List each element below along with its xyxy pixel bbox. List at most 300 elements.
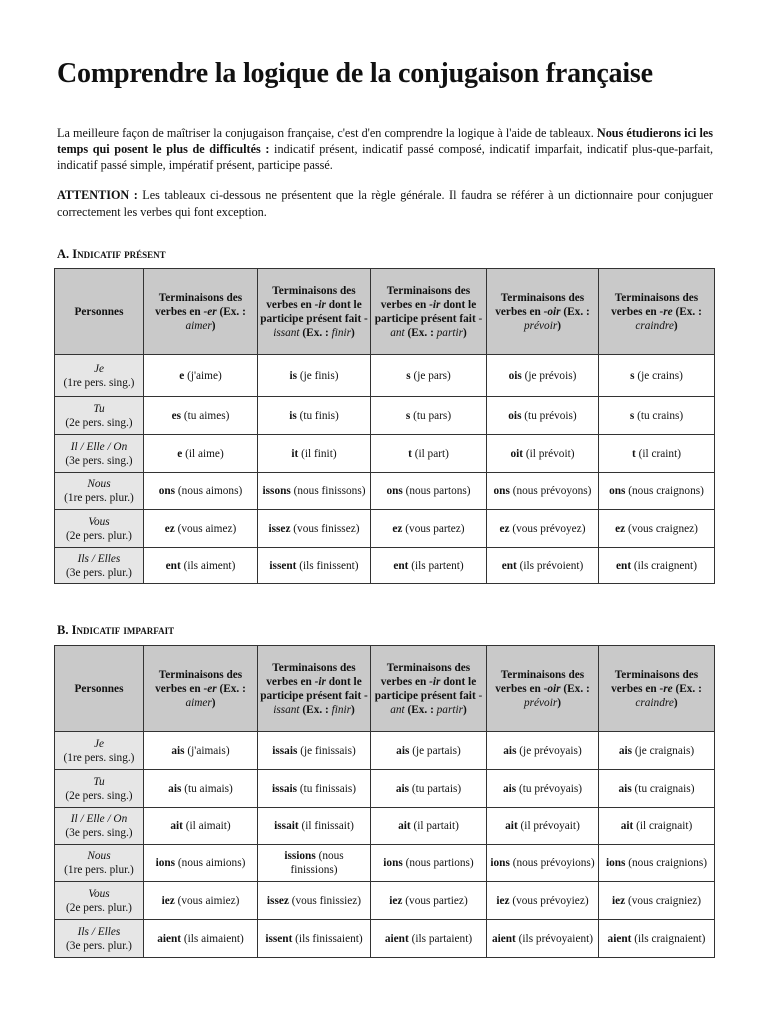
example: (vous partiez) [405, 894, 468, 907]
person-desc: (3e pers. sing.) [65, 454, 133, 467]
ending: ez [615, 522, 626, 535]
header-personnes: Personnes [55, 646, 144, 732]
pronoun: Vous [88, 515, 110, 528]
ending: ent [501, 559, 517, 572]
example: (vous craigniez) [627, 894, 702, 907]
pronoun: Il / Elle / On [70, 813, 128, 825]
header-text: Terminaisons des verbes en [380, 661, 471, 688]
ending: issait [274, 820, 299, 832]
conjugation-cell [487, 510, 599, 548]
header-example-verb: partir [436, 703, 464, 716]
example: (je crains) [637, 369, 683, 382]
header-example-verb: finir [331, 703, 352, 716]
ending: t [408, 447, 412, 460]
example: (vous finissez) [293, 522, 360, 535]
example: (ils finissaient) [295, 932, 363, 945]
example: (tu pars) [413, 409, 452, 422]
table-row [55, 770, 715, 808]
example: (nous finissons) [293, 485, 366, 497]
header-text: Terminaisons des verbes en [611, 291, 699, 318]
pronoun: Il / Elle / On [70, 440, 128, 453]
table-row [55, 397, 715, 435]
conjugation-cell [599, 355, 715, 397]
conjugation-cell [258, 845, 371, 882]
conjugation-cell [258, 808, 371, 845]
table-row [55, 435, 715, 473]
example: (ils aiment) [183, 559, 236, 572]
header-example-verb: craindre [635, 696, 674, 709]
conjugation-cell [599, 770, 715, 808]
pronoun: Ils / Elles [77, 552, 121, 565]
header-suffix: -re [659, 682, 673, 695]
conjugation-cell [144, 435, 258, 473]
conjugation-cell [487, 732, 599, 770]
header-example-verb: craindre [635, 319, 674, 332]
header-text: Terminaisons des verbes en [266, 661, 356, 688]
conjugation-cell [599, 548, 715, 584]
example: (ils finissent) [299, 559, 359, 572]
header-ex: (Ex. : [675, 682, 702, 695]
example: (il partait) [413, 820, 459, 832]
header-close: ) [557, 319, 562, 332]
person-desc: (1re pers. sing.) [63, 376, 135, 389]
header-example-verb: prévoir [523, 319, 558, 332]
conjugation-cell [487, 845, 599, 882]
pronoun: Tu [93, 775, 105, 788]
header-desc: dont le participe présent fait - [260, 675, 368, 702]
table-indicatif-imparfait [54, 645, 715, 958]
ending: oit [510, 447, 524, 460]
ending: ais [171, 744, 185, 757]
conjugation-cell [258, 770, 371, 808]
conjugation-cell [599, 808, 715, 845]
conjugation-cell [599, 510, 715, 548]
header-example-verb: partir [436, 326, 464, 339]
person-cell [55, 473, 144, 510]
example: (nous prévoyions) [512, 857, 595, 869]
person-desc: (1re pers. sing.) [63, 751, 135, 764]
conjugation-cell [144, 397, 258, 435]
example: (je prévoyais) [519, 744, 582, 757]
ending: is [289, 409, 297, 422]
ending: aient [157, 932, 182, 945]
conjugation-cell [144, 845, 258, 882]
conjugation-cell [599, 473, 715, 510]
example: (vous aimiez) [177, 894, 240, 907]
header-example-verb: prévoir [523, 696, 558, 709]
ending: es [171, 409, 182, 422]
ending: aient [491, 932, 516, 945]
conjugation-cell [487, 355, 599, 397]
conjugation-cell [599, 920, 715, 958]
intro-paragraph [57, 125, 713, 173]
header-participle: -ant [390, 312, 483, 339]
ending: iez [389, 894, 403, 907]
header-desc: dont le participe présent fait [374, 298, 477, 325]
example: (il craignait) [636, 820, 693, 832]
header-oir [487, 646, 599, 732]
header-personnes: Personnes [55, 269, 144, 355]
ending: ait [505, 820, 518, 832]
intro-line-1: La meilleure façon de maîtriser la conjugaison française, c'est d'en comprendre la logique à l'aide de tableaux. [57, 126, 594, 140]
section-a-title: A. Indicatif présent [57, 247, 166, 261]
example: (ils craignaient) [634, 932, 706, 945]
header-oir [487, 269, 599, 355]
conjugation-cell [144, 355, 258, 397]
header-text: Terminaisons des verbes en [495, 291, 585, 318]
person-desc: (1re pers. plur.) [64, 864, 134, 876]
ending: iez [161, 894, 175, 907]
header-close: ) [351, 326, 355, 339]
ending: ions [383, 857, 403, 869]
example: (ils craignent) [633, 559, 697, 572]
conjugation-cell [599, 882, 715, 920]
pronoun: Nous [87, 478, 111, 490]
conjugation-cell [487, 882, 599, 920]
example: (ils partent) [411, 559, 464, 572]
person-desc: (1re pers. plur.) [64, 492, 134, 504]
example: (tu aimais) [184, 782, 233, 795]
header-close: ) [557, 696, 562, 709]
example: (ils partaient) [411, 932, 473, 945]
table-row [55, 473, 715, 510]
header-close: ) [673, 319, 678, 332]
person-cell [55, 435, 144, 473]
ending: ez [164, 522, 175, 535]
header-ant [371, 269, 487, 355]
header-suffix: -er [203, 682, 217, 695]
table-row [55, 510, 715, 548]
example: (nous finissions) [290, 850, 344, 876]
conjugation-cell [371, 435, 487, 473]
example: (il aime) [185, 447, 224, 460]
header-text: Terminaisons des verbes en [155, 291, 243, 318]
conjugation-cell [487, 548, 599, 584]
ending: ez [392, 522, 403, 535]
table-row [55, 882, 715, 920]
attention-text: Les tableaux ci-dessous ne présentent que la règle générale. Il faudra se référer à un dictionnaire pour conjuguer correctement les verbes qui font exception. [57, 188, 713, 219]
ending: it [291, 447, 299, 460]
example: (il part) [414, 447, 449, 460]
conjugation-cell [258, 355, 371, 397]
example: (nous aimons) [177, 485, 243, 497]
example: (tu finis) [299, 409, 339, 422]
example: (tu prévoyais) [518, 782, 583, 795]
person-desc: (2e pers. sing.) [65, 416, 133, 429]
ending: ait [398, 820, 411, 832]
example: (je craignais) [634, 744, 695, 757]
header-close: ) [463, 703, 467, 716]
person-cell [55, 882, 144, 920]
person-desc: (3e pers. plur.) [66, 939, 132, 952]
ending: ais [618, 744, 633, 757]
person-cell [55, 920, 144, 958]
pronoun: Vous [88, 887, 110, 900]
header-ex: (Ex. : [407, 703, 434, 716]
person-desc: (2e pers. plur.) [66, 901, 132, 914]
conjugation-cell [487, 435, 599, 473]
ending: issez [268, 522, 291, 535]
conjugation-cell [144, 732, 258, 770]
ending: issez [266, 894, 289, 907]
header-close: ) [211, 319, 216, 332]
example: (il prévoyait) [520, 820, 580, 832]
ending: issent [269, 559, 297, 572]
person-cell [55, 548, 144, 584]
page-title: Comprendre la logique de la conjugaison française [57, 58, 653, 89]
ending: ons [158, 485, 176, 497]
example: (vous prévoyiez) [512, 894, 589, 907]
example: (ils prévoient) [519, 559, 584, 572]
ending: ais [168, 782, 182, 795]
header-ex: (Ex. : [563, 682, 590, 695]
conjugation-cell [371, 920, 487, 958]
header-text: Terminaisons des verbes en [380, 284, 471, 311]
header-text: Terminaisons des verbes en [611, 668, 699, 695]
header-participle: -ant [390, 689, 483, 716]
ending: ons [386, 485, 403, 497]
pronoun: Ils / Elles [77, 925, 121, 938]
conjugation-cell [258, 882, 371, 920]
ending: issent [265, 932, 293, 945]
conjugation-cell [258, 397, 371, 435]
header-ir [258, 646, 371, 732]
header-ir [258, 269, 371, 355]
ending: issais [272, 744, 298, 757]
header-suffix: -ir [429, 298, 441, 311]
example: (je prévois) [524, 369, 577, 382]
example: (ils aimaient) [183, 932, 244, 945]
example: (il finissait) [301, 820, 354, 832]
header-suffix: -ir [314, 298, 326, 311]
ending: ais [503, 744, 517, 757]
table-row [55, 845, 715, 882]
conjugation-cell [487, 808, 599, 845]
ending: s [406, 369, 411, 382]
table-row [55, 548, 715, 584]
person-cell [55, 808, 144, 845]
header-ex: (Ex. : [407, 326, 434, 339]
ending: s [629, 409, 635, 422]
ending: ions [605, 857, 626, 869]
header-er [144, 269, 258, 355]
ending: ait [170, 820, 183, 832]
example: (je finissais) [300, 744, 356, 757]
ending: issions [284, 850, 316, 862]
header-ex: (Ex. : [219, 305, 246, 318]
ending: ent [393, 559, 409, 572]
ending: s [630, 369, 635, 382]
header-suffix: -er [203, 305, 217, 318]
conjugation-cell [371, 845, 487, 882]
person-desc: (2e pers. plur.) [66, 529, 132, 542]
header-re [599, 269, 715, 355]
ending: ais [395, 782, 410, 795]
person-cell [55, 397, 144, 435]
conjugation-cell [371, 355, 487, 397]
pronoun: Nous [87, 850, 111, 862]
header-suffix: -ir [429, 675, 441, 688]
table-row [55, 732, 715, 770]
table-row [55, 920, 715, 958]
intro-bold: Nous étudierons ici les temps qui posent le plus de difficultés : [57, 126, 713, 156]
person-desc: (3e pers. sing.) [65, 827, 133, 839]
example: (il finit) [301, 447, 337, 460]
conjugation-cell [371, 473, 487, 510]
ending: is [289, 369, 298, 382]
example: (tu finissais) [299, 782, 357, 795]
header-ex: (Ex. : [302, 326, 329, 339]
example: (je partais) [412, 744, 461, 757]
header-desc: dont le participe présent fait - [260, 298, 368, 325]
conjugation-cell [144, 473, 258, 510]
example: (j'aime) [187, 369, 222, 382]
ending: s [405, 409, 411, 422]
conjugation-cell [371, 770, 487, 808]
example: (j'aimais) [187, 744, 230, 757]
conjugation-cell [599, 435, 715, 473]
example: (il craint) [638, 447, 681, 460]
ending: ions [155, 857, 176, 869]
conjugation-cell [258, 732, 371, 770]
pronoun: Tu [93, 402, 105, 415]
example: (nous prévoyons) [512, 485, 592, 497]
header-example-verb: aimer [185, 319, 212, 332]
header-re [599, 646, 715, 732]
example: (vous finissiez) [291, 894, 362, 907]
conjugation-cell [487, 770, 599, 808]
header-er [144, 646, 258, 732]
conjugation-cell [487, 920, 599, 958]
header-ex: (Ex. : [219, 682, 246, 695]
ending: ons [493, 485, 510, 497]
header-participle: issant [273, 703, 300, 716]
ending: ons [609, 485, 626, 497]
header-participle: issant [273, 326, 300, 339]
example: (vous aimez) [177, 522, 237, 535]
conjugation-cell [144, 808, 258, 845]
pronoun: Je [93, 362, 105, 375]
conjugation-cell [258, 435, 371, 473]
header-example-verb: aimer [185, 696, 212, 709]
header-suffix: -re [659, 305, 673, 318]
pronoun: Je [93, 737, 105, 750]
conjugation-cell [371, 732, 487, 770]
example: (tu craignais) [634, 782, 695, 795]
example: (tu crains) [637, 409, 684, 422]
conjugation-cell [371, 882, 487, 920]
person-desc: (3e pers. plur.) [66, 566, 132, 579]
ending: issais [271, 782, 298, 795]
ending: ent [165, 559, 181, 572]
example: (ils prévoyaient) [518, 932, 594, 945]
conjugation-cell [144, 920, 258, 958]
header-example-verb: finir [331, 326, 352, 339]
conjugation-cell [371, 808, 487, 845]
example: (nous craignions) [628, 857, 708, 869]
ending: ais [396, 744, 410, 757]
ending: aient [384, 932, 409, 945]
example: (vous partez) [405, 522, 465, 535]
example: (vous craignez) [627, 522, 698, 535]
conjugation-cell [258, 548, 371, 584]
example: (vous prévoyez) [512, 522, 586, 535]
ending: ions [490, 857, 510, 869]
header-text: Terminaisons des verbes en [495, 668, 585, 695]
person-cell [55, 355, 144, 397]
conjugation-cell [599, 845, 715, 882]
table-indicatif-present [54, 268, 715, 584]
header-close: ) [673, 696, 678, 709]
header-ex: (Ex. : [563, 305, 590, 318]
header-suffix: -ir [314, 675, 326, 688]
header-row [55, 269, 715, 355]
ending: e [179, 369, 185, 382]
example: (il aimait) [185, 820, 231, 832]
example: (nous partons) [405, 485, 471, 497]
conjugation-cell [144, 882, 258, 920]
person-desc: (2e pers. sing.) [65, 789, 133, 802]
header-text: Terminaisons des verbes en [266, 284, 356, 311]
ending: ois [508, 369, 522, 382]
conjugation-cell [487, 397, 599, 435]
example: (je pars) [413, 369, 451, 382]
person-cell [55, 732, 144, 770]
conjugation-cell [144, 510, 258, 548]
header-text: Terminaisons des verbes en [155, 668, 243, 695]
ending: iez [611, 894, 626, 907]
example: (tu partais) [411, 782, 462, 795]
header-close: ) [211, 696, 216, 709]
conjugation-cell [599, 732, 715, 770]
conjugation-cell [144, 770, 258, 808]
intro-rest: indicatif présent, indicatif passé composé, indicatif imparfait, indicatif plus-que-parfait, indicatif passé simple, impératif présent, participe passé. [57, 142, 714, 172]
person-cell [55, 770, 144, 808]
conjugation-cell [371, 510, 487, 548]
ending: iez [496, 894, 510, 907]
attention-label: ATTENTION : [57, 188, 138, 202]
header-suffix: -oir [543, 682, 561, 695]
ending: ent [616, 559, 632, 572]
conjugation-cell [599, 397, 715, 435]
header-row [55, 646, 715, 732]
table-row [55, 355, 715, 397]
header-suffix: -oir [543, 305, 561, 318]
ending: ez [499, 522, 510, 535]
example: (je finis) [299, 369, 339, 382]
example: (tu aimes) [183, 409, 230, 422]
conjugation-cell [371, 548, 487, 584]
ending: aient [607, 932, 632, 945]
header-close: ) [351, 703, 355, 716]
ending: ait [620, 820, 634, 832]
ending: issons [262, 485, 291, 497]
conjugation-cell [258, 920, 371, 958]
person-cell [55, 845, 144, 882]
example: (nous craignons) [628, 485, 704, 497]
person-cell [55, 510, 144, 548]
ending: t [632, 447, 636, 460]
attention-paragraph [57, 187, 713, 220]
ending: ais [502, 782, 517, 795]
table-row [55, 808, 715, 845]
ending: ais [618, 782, 632, 795]
conjugation-cell [258, 510, 371, 548]
header-desc: dont le participe présent fait [374, 675, 477, 702]
example: (tu prévois) [524, 409, 577, 422]
section-b-title: B. Indicatif imparfait [57, 623, 175, 637]
ending: e [177, 447, 183, 460]
